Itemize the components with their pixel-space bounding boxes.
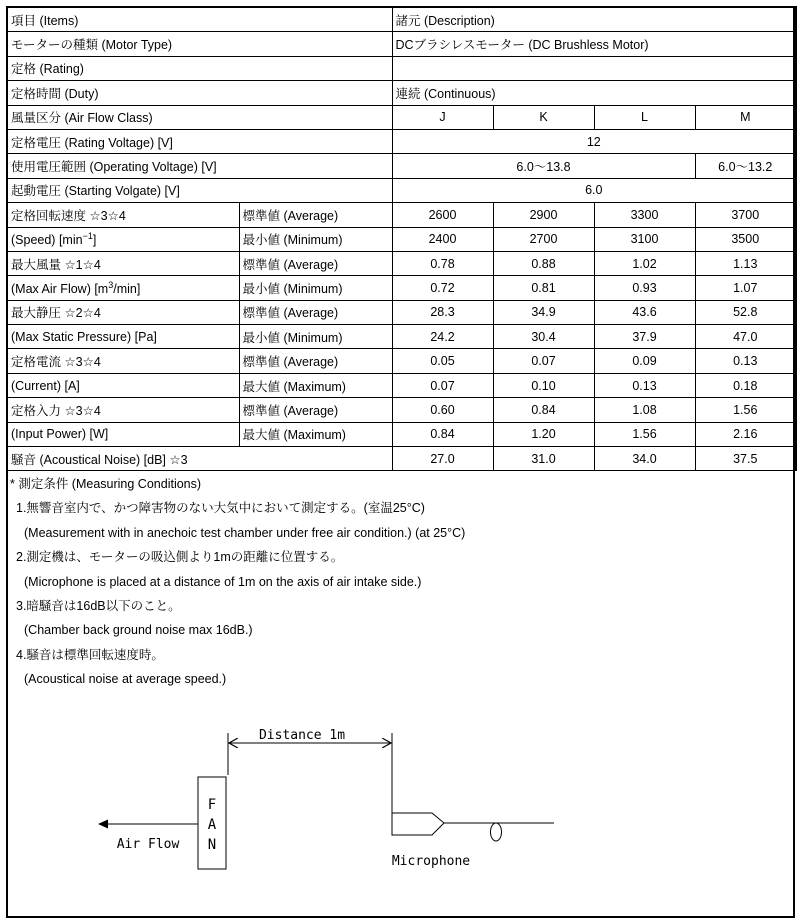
param-row: [7, 251, 796, 275]
value-k: 2900: [493, 203, 594, 227]
param-row: [7, 300, 796, 324]
value-j: 2400: [392, 227, 493, 251]
air-flow-class-row: [7, 105, 796, 129]
param-label-en: [7, 422, 239, 446]
param-label-en-text: (Current) [A]: [11, 378, 80, 393]
value-m: 2.16: [695, 422, 796, 446]
value-kind: 最大値 (Maximum): [239, 373, 392, 397]
param-row: [7, 422, 796, 446]
param-label-en-suffix: ]: [92, 233, 97, 248]
header-row: [7, 7, 796, 32]
value-k: 0.10: [493, 373, 594, 397]
value-m: 52.8: [695, 300, 796, 324]
noise-value-l: 34.0: [594, 447, 695, 471]
param-row: [7, 276, 796, 300]
note-2-en: (Microphone is placed at a distance of 1m on the axis of air intake side.): [24, 574, 422, 589]
value-j: 0.84: [392, 422, 493, 446]
value-kind: 標準値 (Average): [239, 203, 392, 227]
value-l: 3300: [594, 203, 695, 227]
value-m: 1.07: [695, 276, 796, 300]
rating-voltage-value: 12: [392, 129, 796, 153]
spec-table: [6, 6, 797, 471]
value-l: 3100: [594, 227, 695, 251]
param-label-jp: 定格電流 ☆3☆4: [7, 349, 239, 373]
value-l: 0.93: [594, 276, 695, 300]
measurement-diagram: [6, 715, 795, 915]
value-l: 37.9: [594, 325, 695, 349]
distance-label: Distance 1m: [258, 728, 346, 743]
value-k: 30.4: [493, 325, 594, 349]
param-label-unit-superscript: −1: [82, 231, 93, 242]
value-m: 47.0: [695, 325, 796, 349]
class-k: K: [493, 105, 594, 129]
note-1-en: (Measurement with in anechoic test chamber under free air condition.) (at 25°C): [24, 525, 466, 540]
param-label-en: [7, 227, 239, 251]
value-kind: 最大値 (Maximum): [239, 422, 392, 446]
value-k: 0.88: [493, 251, 594, 275]
rating-voltage-label: 定格電圧 (Rating Voltage) [V]: [7, 129, 392, 153]
value-k: 0.07: [493, 349, 594, 373]
value-l: 0.13: [594, 373, 695, 397]
param-row: [7, 227, 796, 251]
note-3-en: (Chamber back ground noise max 16dB.): [24, 623, 253, 638]
value-m: 3700: [695, 203, 796, 227]
param-row: [7, 398, 796, 422]
param-row: [7, 203, 796, 227]
fan-letter-n: N: [207, 837, 217, 853]
motor-type-row: [7, 32, 796, 56]
value-l: 1.02: [594, 251, 695, 275]
value-kind: 標準値 (Average): [239, 398, 392, 422]
value-j: 0.05: [392, 349, 493, 373]
value-kind: 標準値 (Average): [239, 251, 392, 275]
param-label-en: [7, 276, 239, 300]
value-l: 1.08: [594, 398, 695, 422]
value-j: 0.07: [392, 373, 493, 397]
value-kind: 標準値 (Average): [239, 300, 392, 324]
param-label-jp: 最大風量 ☆1☆4: [7, 251, 239, 275]
description-header: 諸元 (Description): [392, 7, 796, 32]
param-label-en-suffix: /min]: [113, 282, 141, 297]
noise-label: 騒音 (Acoustical Noise) [dB] ☆3: [7, 447, 392, 471]
param-row: [7, 349, 796, 373]
class-l: L: [594, 105, 695, 129]
value-kind: 標準値 (Average): [239, 349, 392, 373]
value-m: 0.18: [695, 373, 796, 397]
class-m: M: [695, 105, 796, 129]
value-kind: 最小値 (Minimum): [239, 325, 392, 349]
value-kind: 最小値 (Minimum): [239, 227, 392, 251]
rating-row: [7, 56, 796, 80]
starting-voltage-row: [7, 178, 796, 202]
param-label-en: [7, 373, 239, 397]
value-l: 43.6: [594, 300, 695, 324]
note-4-jp: 4.騒音は標準回転速度時。: [16, 647, 164, 662]
value-k: 1.20: [493, 422, 594, 446]
value-l: 1.56: [594, 422, 695, 446]
param-label-jp: 最大静圧 ☆2☆4: [7, 300, 239, 324]
note-2-jp: 2.測定機は、モーターの吸込側より1mの距離に位置する。: [16, 550, 344, 565]
air-flow-label: Air Flow: [116, 837, 180, 852]
rating-value: [392, 56, 796, 80]
starting-voltage-value: 6.0: [392, 178, 796, 202]
duty-row: [7, 81, 796, 105]
param-label-jp: 定格回転速度 ☆3☆4: [7, 203, 239, 227]
value-j: 2600: [392, 203, 493, 227]
noise-value-k: 31.0: [493, 447, 594, 471]
items-header: 項目 (Items): [7, 7, 392, 32]
note-1-jp: 1.無響音室内で、かつ障害物のない大気中において測定する。(室温25°C): [16, 501, 425, 516]
value-k: 2700: [493, 227, 594, 251]
value-m: 0.13: [695, 349, 796, 373]
value-j: 28.3: [392, 300, 493, 324]
value-j: 24.2: [392, 325, 493, 349]
noise-value-j: 27.0: [392, 447, 493, 471]
value-j: 0.72: [392, 276, 493, 300]
param-label-en-text: (Max Air Flow) [m: [11, 282, 109, 297]
motor-type-value: DCブラシレスモーター (DC Brushless Motor): [392, 32, 796, 56]
cable-loop: [491, 823, 502, 841]
duty-value: 連続 (Continuous): [392, 81, 796, 105]
param-label-en-text: (Max Static Pressure) [Pa]: [11, 329, 157, 344]
param-label-jp: 定格入力 ☆3☆4: [7, 398, 239, 422]
air-flow-arrowhead: [98, 820, 108, 829]
value-kind: 最小値 (Minimum): [239, 276, 392, 300]
param-label-en: [7, 325, 239, 349]
fan-letter-f: F: [207, 797, 217, 813]
operating-voltage-m: 6.0～13.2: [695, 154, 796, 178]
param-row: [7, 373, 796, 397]
class-j: J: [392, 105, 493, 129]
param-label-en-text: (Speed) [min: [11, 233, 83, 248]
fan-letter-a: A: [207, 817, 217, 833]
measuring-conditions: [10, 472, 790, 692]
value-k: 34.9: [493, 300, 594, 324]
starting-voltage-label: 起動電圧 (Starting Volgate) [V]: [7, 178, 392, 202]
param-row: [7, 325, 796, 349]
microphone-icon: [392, 813, 444, 835]
air-flow-class-label: 風量区分 (Air Flow Class): [7, 105, 392, 129]
operating-voltage-label: 使用電圧範囲 (Operating Voltage) [V]: [7, 154, 392, 178]
note-4-en: (Acoustical noise at average speed.): [24, 672, 227, 687]
motor-type-label: モーターの種類 (Motor Type): [7, 32, 392, 56]
param-label-en-text: (Input Power) [W]: [11, 427, 109, 442]
microphone-label: Microphone: [391, 854, 471, 869]
duty-label: 定格時間 (Duty): [7, 81, 392, 105]
notes-title: * 測定条件 (Measuring Conditions): [10, 477, 202, 491]
param-label-unit-superscript: 3: [108, 279, 114, 290]
value-m: 3500: [695, 227, 796, 251]
rating-label: 定格 (Rating): [7, 56, 392, 80]
noise-row: [7, 447, 796, 471]
note-3-jp: 3.暗騒音は16dB以下のこと。: [16, 599, 181, 614]
operating-voltage-row: [7, 154, 796, 178]
value-j: 0.60: [392, 398, 493, 422]
value-l: 0.09: [594, 349, 695, 373]
operating-voltage-jkl: 6.0～13.8: [392, 154, 695, 178]
noise-value-m: 37.5: [695, 447, 796, 471]
value-k: 0.84: [493, 398, 594, 422]
value-j: 0.78: [392, 251, 493, 275]
value-m: 1.13: [695, 251, 796, 275]
value-m: 1.56: [695, 398, 796, 422]
value-k: 0.81: [493, 276, 594, 300]
rating-voltage-row: [7, 129, 796, 153]
